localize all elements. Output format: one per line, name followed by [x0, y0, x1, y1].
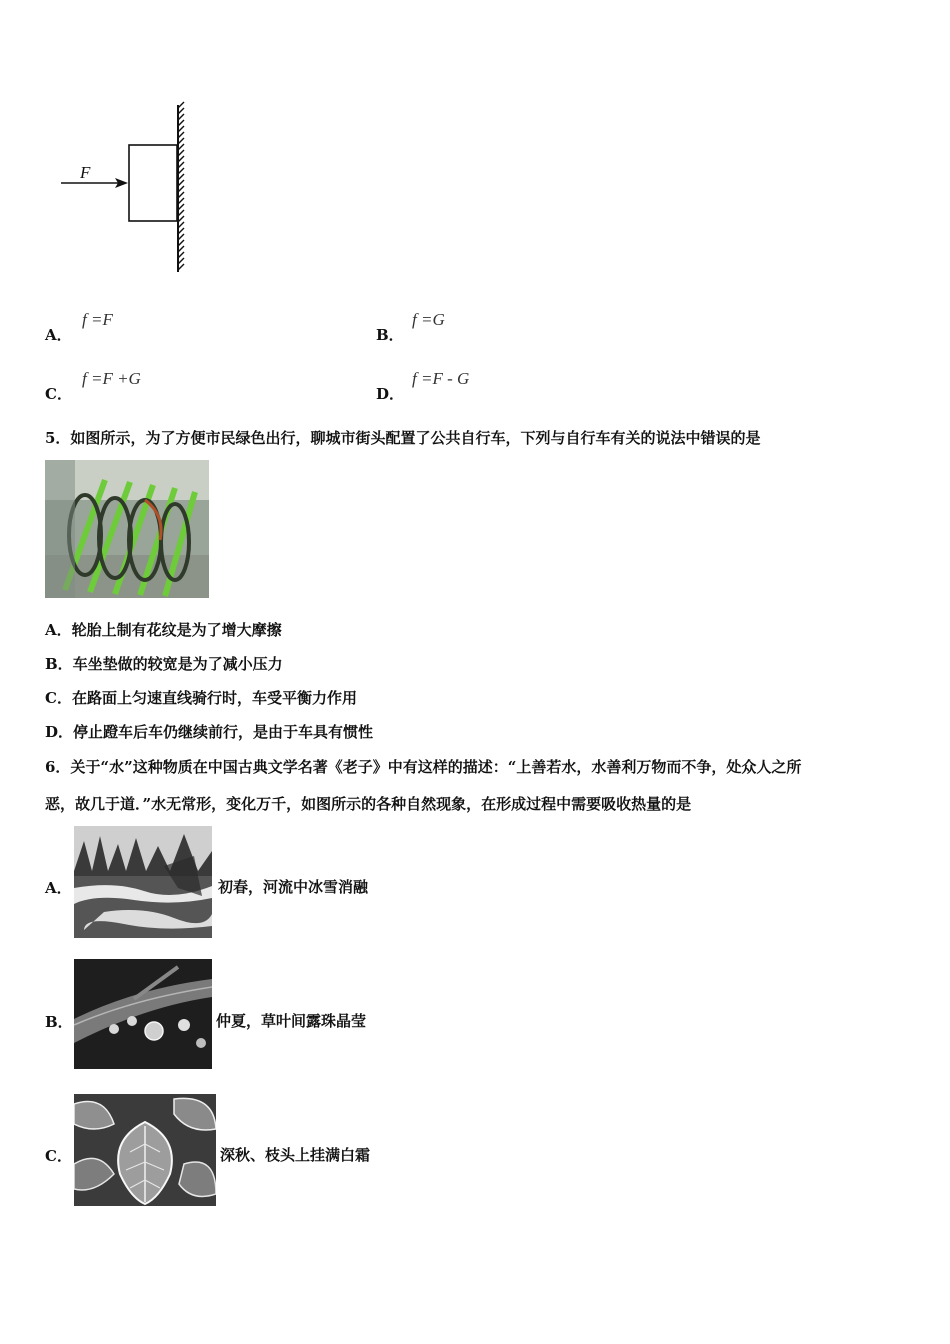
q6-option-b-letter: B． [45, 1013, 73, 1031]
q6-option-c-caption: 深秋、枝头上挂满白霜 [220, 1146, 371, 1164]
q6-option-a-caption: 初春，河流中冰雪消融 [218, 878, 369, 896]
bicycle-photo [45, 460, 209, 598]
block [129, 145, 177, 221]
force-label: F [80, 163, 91, 182]
q6-stem-line1: 6．关于“水”这种物质在中国古典文学名著《老子》中有这样的描述：“上善若水，水善利万物而不争，处众人之所 [45, 758, 802, 776]
q5-option-b: B．车坐垫做的较宽是为了减小压力 [45, 655, 283, 673]
q5-option-a: A．轮胎上制有花纹是为了增大摩擦 [45, 621, 282, 639]
q5-option-d: D．停止蹬车后车仍继续前行，是由于车具有惯性 [45, 723, 374, 741]
q6-option-c-letter: C． [45, 1147, 72, 1165]
q4-option-b-formula: f =G [412, 310, 445, 329]
dewdrops-on-grass-photo [74, 959, 212, 1069]
frost-on-leaves-photo [74, 1094, 216, 1206]
q6-stem-line2: 恶，故几于道．”水无常形，变化万千，如图所示的各种自然现象，在形成过程中需要吸收热量的是 [45, 795, 692, 813]
q4-option-a-letter: A． [45, 326, 72, 344]
q6-option-a-letter: A． [45, 879, 72, 897]
melting-ice-river-photo [74, 826, 212, 938]
q5-option-c: C．在路面上匀速直线骑行时，车受平衡力作用 [45, 689, 357, 707]
q4-option-a-formula: f =F [82, 310, 113, 329]
q6-option-b-caption: 仲夏，草叶间露珠晶莹 [216, 1012, 367, 1030]
q5-stem: 5．如图所示，为了方便市民绿色出行，聊城市街头配置了公共自行车，下列与自行车有关的说法中错误的是 [45, 429, 761, 447]
q4-option-c-letter: C． [45, 385, 72, 403]
q4-option-c-formula: f =F +G [82, 369, 141, 388]
q4-option-d-formula: f =F - G [412, 369, 470, 388]
force-diagram [55, 100, 195, 280]
q4-option-d-letter: D． [376, 385, 405, 403]
q4-option-b-letter: B． [376, 326, 404, 344]
